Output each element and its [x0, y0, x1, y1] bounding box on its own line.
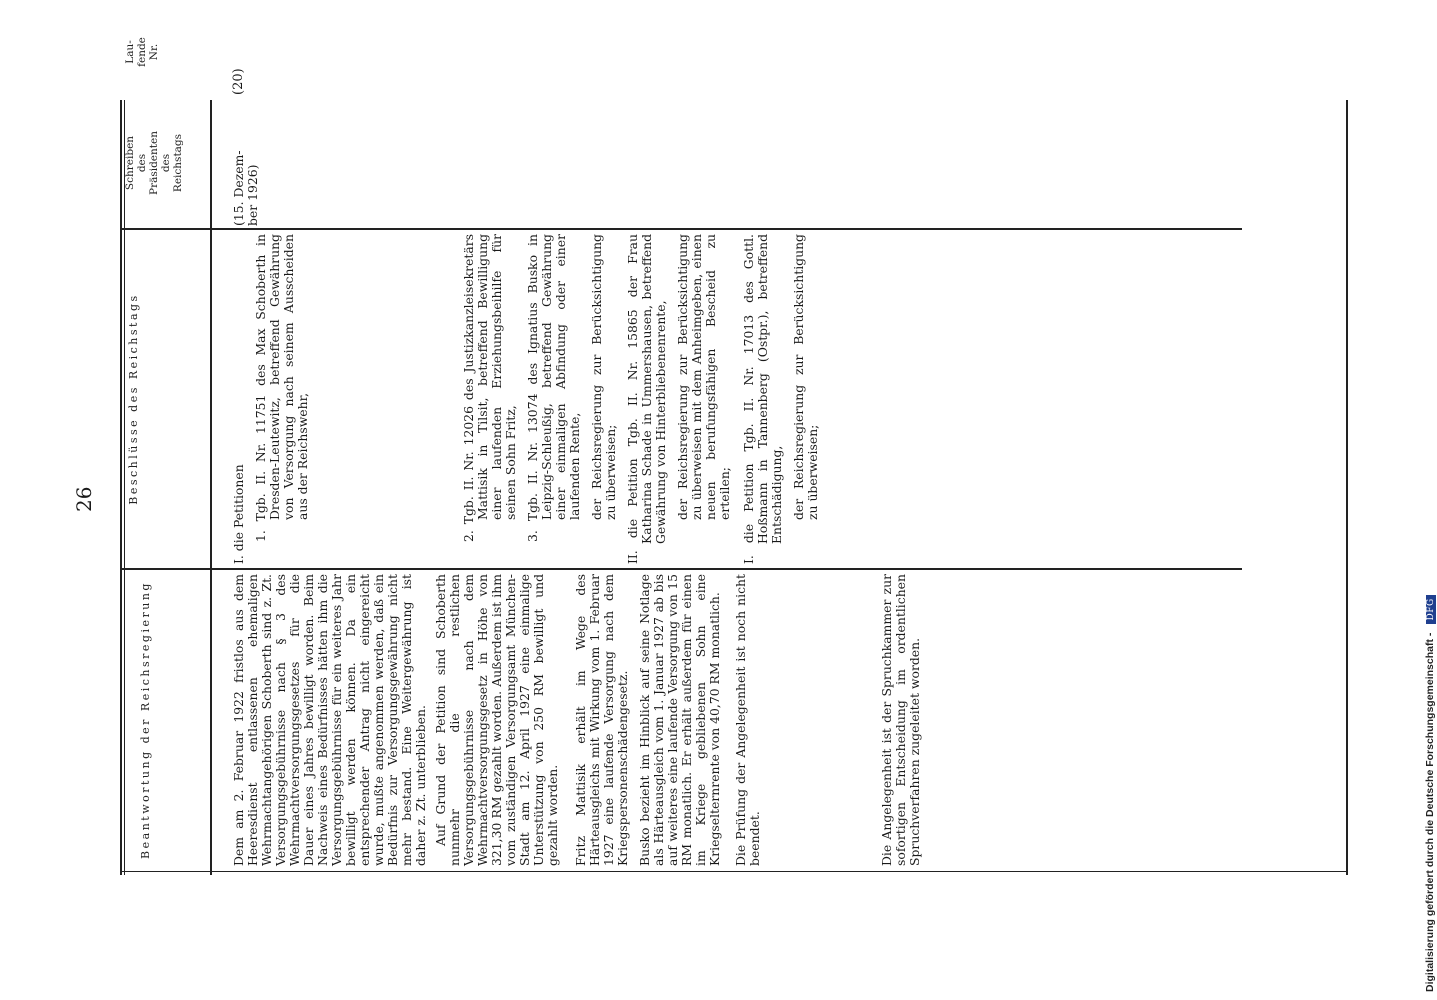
answer-schoberth: Dem am 2. Februar 1922 fristlos aus dem Heeresdienst entlassenen ehemaligen Wehrmachtangehörigen Schoberth sind z. Zt. Versorgungsgebührnisse nach § 3 des Wehrmachtversorgungsgesetzes für die Dauer eines Jahres bewilligt worden. Beim Nachweis eines Bedürfnisses hätten ihm die Versorgungsgebührnisse für ein weiteres Jahr bewilligt werden können. Da ein entsprechender Antrag nicht eingereicht wurde, mußte angenommen werden, daß ein Bedürfnis zur Versorgungsgewährung nicht mehr bestand. Eine Weitergewährung ist daher z. Zt. unterblieben.: [231, 574, 428, 866]
answer-busko: Busko bezieht im Hinblick auf seine Notlage als Härteausgleich vom 1. Januar 1927 ab bis auf weiteres eine laufende Versorgung von 15 RM monatlich. Er erhält außerdem für einen im Kriege gebliebenen Sohn eine Kriegselternrente von 40,70 RM monatlich.: [637, 574, 722, 866]
beschluss-item-I2: I. die Petition Tgb. II. Nr. 17013 des Gottl. Hoßmann in Tannenberg (Ostpr.), betreffend Entschädigung,: [741, 234, 784, 564]
beschluss-item-3: 3. Tgb. II. Nr. 13074 des Ignatius Busko in Leipzig-Schleußig, betreffend Gewährung einer einmaligen Abfindung oder einer laufenden Rente,: [525, 234, 582, 542]
header-col3-text: Beschlüsse des Reichstags: [127, 293, 140, 505]
beschluss-item-II: II. die Petition Tgb. II. Nr. 15865 der Frau Katharina Schade in Ummershausen, betreffend Gewährung von Hinterbliebenenrente,: [625, 234, 668, 564]
beschluss-intro: I. die Petitionen: [231, 464, 246, 564]
row-number: (20): [231, 68, 246, 95]
answer-schoberth-followup: Auf Grund der Petition sind Schoberth nunmehr die restlichen Versorgungsgebührnisse nach dem Wehrmachtversorgungsgesetz in Höhe von 321,30 RM gezahlt worden. Außerdem ist ihm vom zuständigen Versorgungsamt München-Stadt am 12. April 1927 eine einmalige Unterstützung von 250 RM bewilligt und gezahlt worden.: [433, 574, 560, 866]
answer-schade: Die Prüfung der Angelegenheit ist noch nicht beendet.: [733, 574, 762, 866]
header-col1: Lau- fende Nr.: [124, 37, 160, 67]
beschluss-decision-2: der Reichsregierung zur Berücksichtigung zu überweisen mit dem Anheimgeben, einen neuen berufungsfähigen Bescheid zu erteilen;: [675, 234, 732, 520]
header-col2: Schreiben des Präsidenten des Reichstags: [124, 131, 184, 195]
beschluss-decision-1: der Reichsregierung zur Berücksichtigung zu überweisen;: [589, 234, 618, 520]
beschluss-item-1: 1. Tgb. II. Nr. 11751 des Max Schoberth in Dresden-Leutewitz, betreffend Gewährung von Versorgung nach seinem Ausscheiden aus der Reichswehr,: [253, 234, 310, 542]
beschluss-item-2: 2. Tgb. II. Nr. 12026 des Justizkanzleisekretärs Mattisik in Tilsit, betreffend Bewilligung einer laufenden Erziehungsbeihilfe für seinen Sohn Fritz,: [461, 234, 518, 542]
answer-mattisik: Fritz Mattisik erhält im Wege des Härteausgleichs mit Wirkung vom 1. Februar 1927 eine laufende Versorgung nach dem Kriegspersonenschädengesetz.: [573, 574, 630, 866]
dfg-logo: DFG: [1426, 595, 1436, 623]
beschluss-decision-3: der Reichsregierung zur Berücksichtigung zu überweisen;: [791, 234, 820, 520]
header-col4-text: Beantwortung der Reichsregierung: [139, 581, 152, 859]
answer-hossmann: Die Angelegenheit ist der Spruchkammer zur sofortigen Entscheidung im ordentlichen Spruchverfahren zugeleitet worden.: [879, 574, 922, 866]
page-number: 26: [72, 486, 96, 512]
row-date: (15. Dezem- ber 1926): [231, 150, 260, 226]
digitization-text: Digitalisierung gefördert durch die Deutsche Forschungsgemeinschaft -: [1424, 632, 1436, 992]
